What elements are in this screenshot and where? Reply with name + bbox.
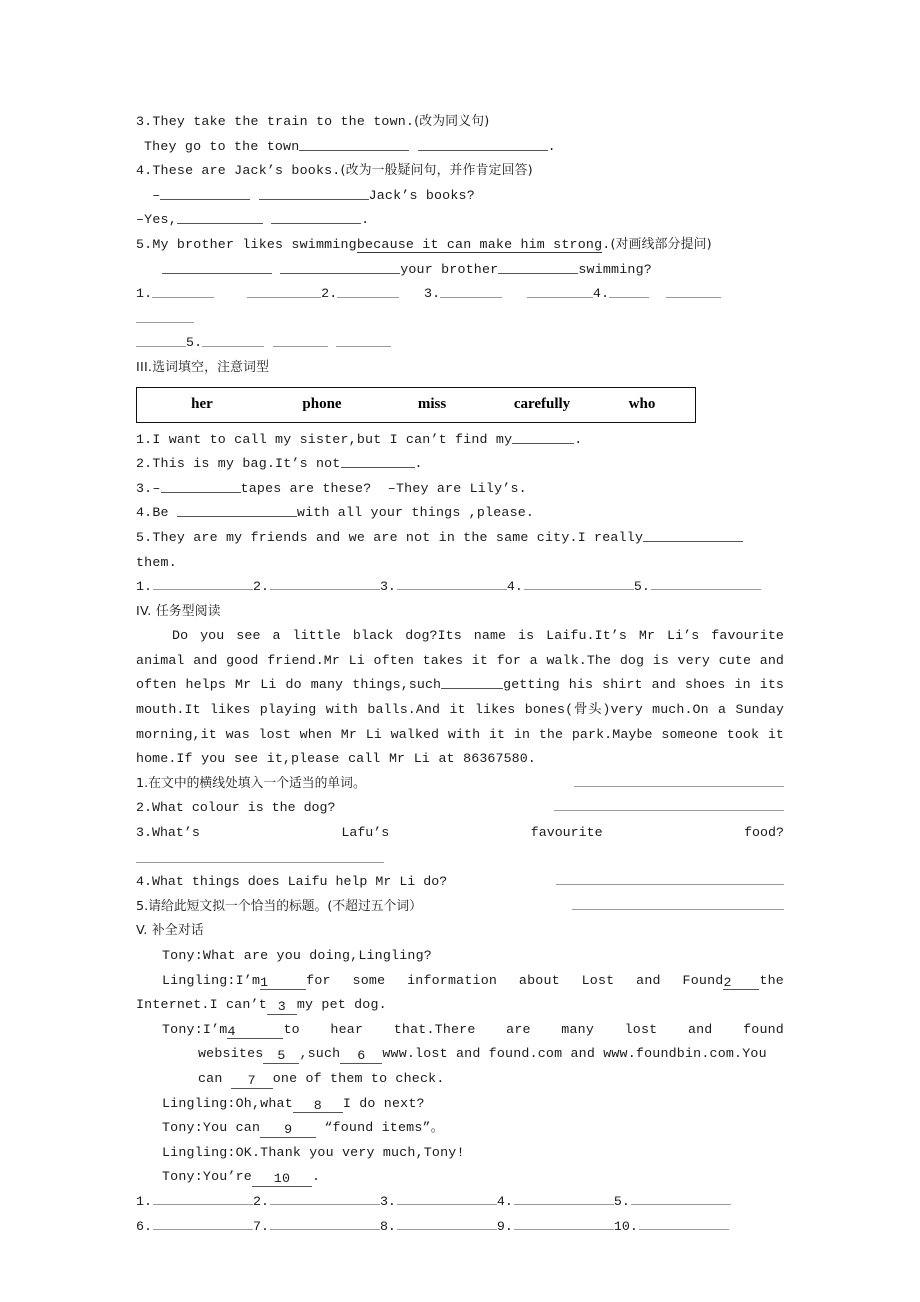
- ans-label: 2.: [321, 286, 338, 302]
- answer-blank[interactable]: [280, 260, 400, 274]
- section5-answer-row-2: [136, 1215, 784, 1240]
- answer-blank[interactable]: [271, 211, 361, 225]
- dialogue-line-3b: [136, 1042, 784, 1067]
- answer-blank[interactable]: [666, 285, 721, 299]
- worksheet-content: [136, 110, 784, 1239]
- wordfill-question-3: [136, 477, 784, 502]
- question-5-answer-line: [136, 258, 784, 283]
- question-5-number: 5.: [136, 236, 153, 252]
- dialogue-blank-7[interactable]: 7: [231, 1074, 273, 1089]
- answer-blank[interactable]: [572, 897, 784, 910]
- q-text: Be: [152, 505, 177, 521]
- question-5-directive: (对画线部分提问): [610, 236, 712, 252]
- dialogue-text: OK.Thank you very much,Tony!: [235, 1144, 465, 1160]
- question-4-mid: Jack’s books?: [368, 187, 475, 203]
- answer-blank[interactable]: [514, 1216, 614, 1230]
- ans-label: 2.: [252, 1193, 269, 1209]
- dialogue-line-5: [136, 1116, 784, 1141]
- dialogue-blank-6[interactable]: 6: [340, 1049, 382, 1064]
- answer-blank[interactable]: [161, 479, 241, 493]
- q-post: .: [414, 456, 423, 472]
- answer-blank[interactable]: [498, 260, 578, 274]
- reading-question-2: [136, 796, 784, 821]
- question-4-period: .: [361, 212, 370, 228]
- question-4-answer-line-2: [136, 208, 784, 233]
- wordfill-question-5: [136, 526, 784, 575]
- word-bank-box: [136, 387, 696, 423]
- question-3-trailing: .: [547, 138, 556, 154]
- word-bank-item-who: who: [628, 396, 656, 413]
- q-number: 3.: [136, 825, 152, 841]
- ans-label: 4.: [506, 579, 523, 595]
- dialogue-text: one of them to check.: [272, 1070, 445, 1086]
- q-post: .: [574, 431, 583, 447]
- dialogue-text: What are you doing,Lingling?: [202, 948, 432, 963]
- passage-part-2: getting his shirt and shoes in its mouth.It likes playing with balls.And it likes bones(骨头)very much.On a Sunday morning,it was lost when Mr Li walked with it in the park.Maybe someone took it home.If you see it,please call Mr Li at 86367580.: [136, 677, 784, 767]
- speaker-lingling: Lingling:: [162, 1095, 236, 1111]
- q-number: 2.: [136, 800, 152, 816]
- dialogue-text: for some information about Lost and Found: [306, 972, 724, 988]
- answer-blank[interactable]: [643, 528, 743, 542]
- dialogue-blank-2[interactable]: 2: [723, 976, 759, 991]
- q-word-1: What’s: [151, 825, 200, 841]
- question-5: [136, 233, 784, 258]
- section-3-heading: III.选词填空，注意词型: [136, 359, 270, 375]
- word-bank-item-her: her: [191, 396, 213, 413]
- q-text: This is my bag.It’s not: [152, 456, 341, 472]
- reading-passage: [136, 624, 784, 772]
- dialogue-blank-1[interactable]: 1: [260, 976, 306, 991]
- dialogue-text: .: [311, 1169, 321, 1185]
- q-text: 在文中的横线处填入一个适当的单词。: [148, 775, 366, 791]
- q-number: 5.: [136, 529, 153, 545]
- question-3: [136, 110, 784, 135]
- answer-blank[interactable]: [299, 137, 409, 151]
- speaker-tony: Tony:: [162, 948, 203, 963]
- question-4-prompt: These are Jack’s books.: [152, 163, 341, 179]
- ans-label: 9.: [496, 1218, 513, 1234]
- dialogue-text: You can: [202, 1120, 261, 1136]
- ans-label: 1.: [136, 286, 153, 302]
- dialogue-text: websites: [198, 1046, 264, 1062]
- ans-label: 10.: [613, 1218, 638, 1234]
- answer-blank[interactable]: [397, 1216, 497, 1230]
- question-5-prompt-pre: My brother likes swimming: [152, 236, 357, 252]
- dialogue-line-7: [136, 1165, 784, 1190]
- answer-blank[interactable]: [177, 504, 297, 518]
- ans-label: 8.: [379, 1218, 396, 1234]
- question-4-dash: –: [152, 187, 161, 203]
- answer-blank[interactable]: [270, 576, 380, 590]
- answer-blank[interactable]: [651, 576, 761, 590]
- dialogue-blank-9[interactable]: 9: [260, 1123, 316, 1138]
- q-word-4: food?: [744, 825, 784, 841]
- q-word-3: favourite: [530, 825, 603, 841]
- dialogue-line-3c: [136, 1067, 784, 1092]
- answer-blank[interactable]: [631, 1191, 731, 1205]
- answer-blank[interactable]: [270, 1191, 380, 1205]
- answer-blank[interactable]: [153, 1216, 253, 1230]
- answer-blank[interactable]: [524, 576, 634, 590]
- answer-blank[interactable]: [556, 872, 784, 885]
- answer-blank[interactable]: [527, 285, 593, 299]
- dialogue-line-4: [136, 1092, 784, 1117]
- question-5-mid2: swimming?: [578, 261, 652, 277]
- question-4-answer-line: [136, 184, 784, 209]
- answer-blank[interactable]: [152, 285, 214, 299]
- speaker-lingling: Lingling:: [162, 1144, 236, 1160]
- speaker-tony: Tony:: [162, 1120, 203, 1136]
- speaker-lingling: Lingling:: [162, 972, 236, 988]
- q-mid: tapes are these? –They are Lily’s.: [240, 480, 527, 496]
- q-text: They are my friends and we are not in the same city.I really: [152, 529, 644, 545]
- question-3-directive: (改为同义句): [414, 114, 490, 129]
- answer-blank[interactable]: [160, 186, 250, 200]
- wordfill-question-2: [136, 452, 784, 477]
- answer-blank[interactable]: [440, 285, 502, 299]
- q-text: What colour is the dog?: [151, 800, 336, 816]
- dialogue-blank-3[interactable]: 3: [267, 1000, 297, 1015]
- dialogue-text: I do next?: [342, 1095, 425, 1111]
- q-post: them.: [136, 554, 177, 570]
- dialogue-text: Oh,what: [235, 1095, 293, 1111]
- reading-question-3-answer-line: [136, 846, 784, 871]
- q-number: 1.: [136, 775, 149, 791]
- ans-label: 7.: [252, 1218, 269, 1234]
- question-4-number: 4.: [136, 163, 153, 179]
- answer-blank[interactable]: [136, 850, 384, 863]
- reading-question-1: [136, 772, 784, 797]
- reading-question-4: [136, 870, 784, 895]
- dialogue-text: I’m: [202, 1021, 228, 1037]
- ans-label: 5.: [613, 1193, 630, 1209]
- section-4-heading: IV. 任务型阅读: [136, 603, 221, 619]
- dialogue-text: www.lost and found.com and www.foundbin.com.You: [382, 1046, 767, 1062]
- dialogue-line-3a: [136, 1018, 784, 1043]
- question-4: [136, 159, 784, 184]
- dialogue-blank-4[interactable]: 4: [227, 1025, 283, 1040]
- answer-blank[interactable]: [259, 186, 369, 200]
- question-5-underlined-phrase: because it can make him strong: [356, 236, 603, 252]
- answer-blank[interactable]: [514, 1191, 614, 1205]
- reading-question-3: [136, 821, 784, 846]
- speaker-tony: Tony:: [162, 1169, 203, 1185]
- dialogue-line-6: [136, 1141, 784, 1166]
- ans-label: 5.: [633, 579, 650, 595]
- q-number: 4.: [136, 505, 153, 521]
- dialogue-text: to hear that.There are many lost and found: [283, 1021, 784, 1037]
- section5-answer-row-1: [136, 1190, 784, 1215]
- q-text: 请给此短文拟一个恰当的标题。(不超过五个词）: [148, 898, 422, 914]
- answer-blank[interactable]: [153, 1191, 253, 1205]
- answer-blank[interactable]: [177, 211, 263, 225]
- ans-label: 3.: [379, 579, 396, 595]
- answer-blank[interactable]: [153, 576, 253, 590]
- q-text: –: [152, 480, 161, 496]
- q-mid: with all your things ,please.: [296, 505, 535, 521]
- q-number: 5.: [136, 898, 149, 914]
- question-3-answer-line: [136, 135, 784, 160]
- ans-label: 1.: [136, 579, 152, 595]
- dialogue-text: Internet.I can’t: [136, 997, 267, 1013]
- answer-blank[interactable]: [397, 1191, 497, 1205]
- question-3-answer-prefix: They go to the town: [144, 138, 300, 154]
- ans-label: 4.: [496, 1193, 513, 1209]
- ans-label: 4.: [592, 286, 610, 302]
- dialogue-blank-5[interactable]: 5: [263, 1049, 299, 1064]
- question-5-mid1: your brother: [400, 261, 499, 277]
- ans-label: 1.: [136, 1193, 152, 1209]
- q-number: 1.: [136, 431, 153, 447]
- ans-label: 3.: [423, 286, 441, 302]
- answer-blank[interactable]: [162, 260, 272, 274]
- speaker-tony: Tony:: [162, 1021, 203, 1037]
- answer-blank[interactable]: [337, 285, 399, 299]
- section2-answer-row-2: [136, 331, 784, 356]
- dialogue-line-1: [136, 944, 784, 969]
- question-4-yes: –Yes,: [136, 212, 177, 228]
- wordfill-question-1: [136, 428, 784, 453]
- dialogue-text: You’re: [202, 1169, 252, 1185]
- ans-label: 2.: [252, 579, 269, 595]
- ans-label: 3.: [379, 1193, 396, 1209]
- q-word-2: Lafu’s: [341, 825, 390, 841]
- dialogue-text: “found items”。: [316, 1120, 445, 1136]
- wordfill-question-4: [136, 501, 784, 526]
- answer-blank[interactable]: [639, 1216, 729, 1230]
- word-bank-item-miss: miss: [417, 396, 447, 413]
- ans-label: 5.: [186, 335, 203, 351]
- section-5-heading: V. 补全对话: [136, 923, 204, 939]
- dialogue-text: I’m: [235, 972, 261, 988]
- section2-answer-row-1: [136, 282, 784, 331]
- passage-blank[interactable]: [441, 676, 503, 690]
- answer-blank[interactable]: [609, 285, 649, 299]
- dialogue-blank-10[interactable]: 10: [252, 1172, 312, 1187]
- answer-blank[interactable]: [136, 334, 186, 348]
- ans-label: 6.: [136, 1218, 152, 1234]
- answer-blank[interactable]: [270, 1216, 380, 1230]
- answer-blank[interactable]: [273, 334, 328, 348]
- dialogue-text: can: [198, 1070, 223, 1086]
- q-number: 4.: [136, 874, 152, 890]
- question-5-prompt-post: .: [602, 236, 611, 252]
- section3-answer-row: [136, 575, 784, 600]
- dialogue-text: my pet dog.: [296, 997, 387, 1013]
- word-bank-item-carefully: carefully: [513, 396, 571, 413]
- question-3-prompt: They take the train to the town.: [152, 114, 415, 129]
- dialogue-line-2b: [136, 993, 784, 1018]
- answer-blank[interactable]: [397, 576, 507, 590]
- answer-blank[interactable]: [202, 334, 264, 348]
- reading-question-5: [136, 895, 784, 920]
- answer-blank[interactable]: [418, 137, 548, 151]
- q-number: 2.: [136, 456, 153, 472]
- word-bank-item-phone: phone: [302, 396, 342, 413]
- question-4-directive: (改为一般疑问句，并作肯定回答): [340, 163, 533, 179]
- q-text: What things does Laifu help Mr Li do?: [151, 874, 448, 890]
- dialogue-text: the: [759, 972, 784, 988]
- answer-blank[interactable]: [136, 309, 194, 323]
- dialogue-blank-8[interactable]: 8: [293, 1099, 343, 1114]
- answer-blank[interactable]: [336, 334, 391, 348]
- answer-blank[interactable]: [574, 774, 784, 787]
- dialogue-line-2a: [136, 969, 784, 994]
- passage-part-1: Do you see a little black dog?Its name is Laifu.It’s Mr Li’s favourite animal and good friend.Mr Li often takes it for a walk.The dog is very cute and often helps Mr Li do many things,such: [136, 628, 784, 693]
- answer-blank[interactable]: [554, 798, 784, 811]
- q-text: I want to call my sister,but I can’t find my: [152, 431, 513, 447]
- dialogue-text: ,such: [299, 1046, 341, 1062]
- answer-blank[interactable]: [512, 430, 574, 444]
- answer-blank[interactable]: [341, 455, 415, 469]
- question-3-number: 3.: [136, 114, 153, 129]
- q-number: 3.: [136, 480, 153, 496]
- answer-blank[interactable]: [247, 285, 321, 299]
